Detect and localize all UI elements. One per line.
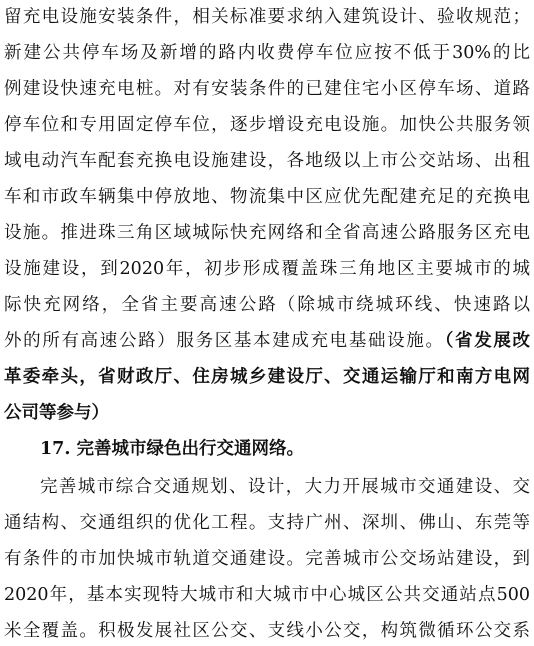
body-text-line: 车和市政车辆集中停放地、物流集中区应优先配建充足的充换电 [4, 187, 530, 207]
body-text-segment: 外的所有高速公路）服务区基本建成充电基础设施。 [4, 331, 445, 351]
body-text-line: 际快充网络，全省主要高速公路（除城市绕城环线、快速路以 [4, 295, 530, 315]
body-text-line: 域电动汽车配套充换电设施建设，各地级以上市公交站场、出租 [4, 151, 530, 171]
body-text-line: 留充电设施安装条件，相关标准要求纳入建筑设计、验收规范； [4, 7, 530, 27]
body-text-line: 新建公共停车场及新增的路内收费停车位应按不低于30%的比 [4, 43, 530, 63]
body-text-line-mixed [4, 328, 530, 354]
section-heading: 17. 完善城市绿色出行交通网络。 [40, 439, 305, 459]
body-text-line: 2020年，基本实现特大城市和大城市中心城区公共交通站点500 [4, 585, 530, 605]
responsible-dept-text: 革委牵头，省财政厅、住房城乡建设厅、交通运输厅和南方电网 [4, 367, 530, 387]
body-text-line: 完善城市综合交通规划、设计，大力开展城市交通建设、交 [40, 477, 530, 497]
body-text-line: 例建设快速充电桩。对有安装条件的已建住宅小区停车场、道路 [4, 79, 530, 99]
body-text-line: 米全覆盖。积极发展社区公交、支线小公交，构筑微循环公交系 [4, 621, 530, 641]
responsible-dept-text: 公司等参与） [4, 403, 109, 423]
body-text-line: 有条件的市加快城市轨道交通建设。完善城市公交场站建设，到 [4, 549, 530, 569]
body-text-line: 停车位和专用固定停车位，逐步增设充电设施。加快公共服务领 [4, 115, 530, 135]
body-text-line: 设施建设，到2020年，初步形成覆盖珠三角地区主要城市的城 [4, 259, 530, 279]
body-text-line: 设施。推进珠三角区域城际快充网络和全省高速公路服务区充电 [4, 223, 530, 243]
responsible-dept-text: （省发展改 [444, 331, 530, 351]
body-text-line: 通结构、交通组织的优化工程。支持广州、深圳、佛山、东莞等 [4, 513, 530, 533]
